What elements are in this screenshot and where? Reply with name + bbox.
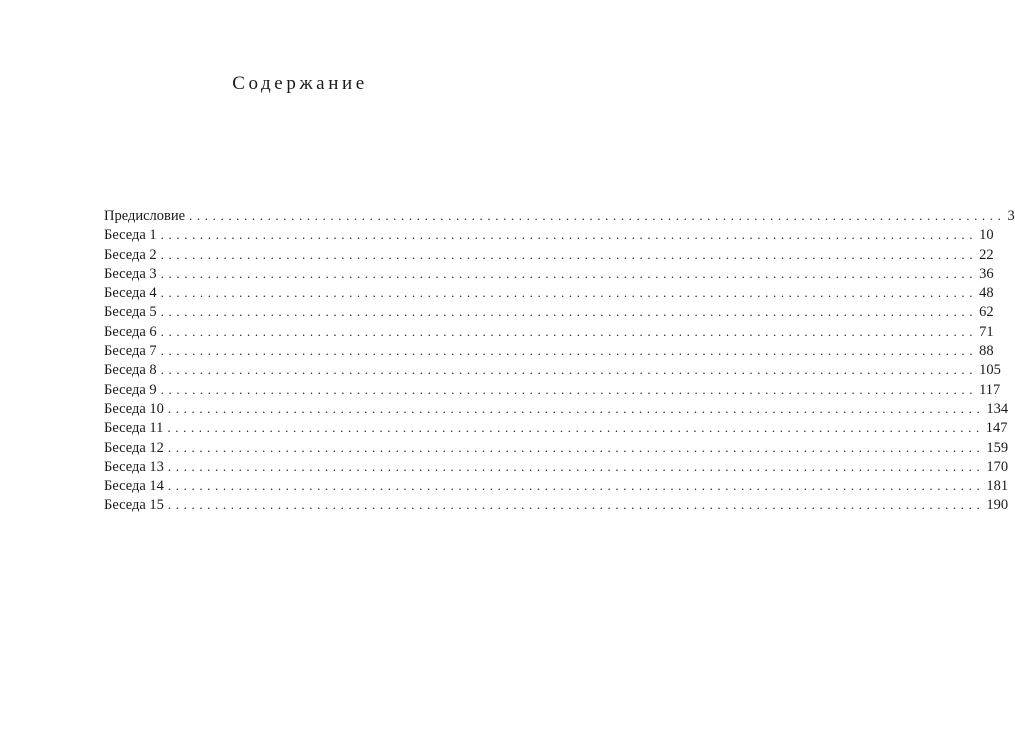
- toc-dot-leader: ........................................................................................................: [160, 362, 978, 378]
- toc-entry-label: Беседа 6: [104, 323, 157, 340]
- toc-entry-talk-6[interactable]: [104, 322, 994, 341]
- toc-entry-label: Беседа 4: [104, 285, 157, 302]
- toc-dot-leader: ........................................................................................................: [160, 246, 978, 262]
- toc-entry-label: Беседа 5: [104, 304, 157, 321]
- toc-entry-label: Беседа 14: [104, 478, 164, 495]
- toc-dot-leader: ........................................................................................................: [160, 323, 978, 339]
- toc-entry-talk-8[interactable]: [104, 360, 1001, 379]
- toc-dot-leader: ........................................................................................................: [160, 343, 978, 359]
- toc-entry-talk-7[interactable]: [104, 341, 994, 360]
- toc-entry-page: 105: [979, 362, 1001, 379]
- toc-entry-talk-15[interactable]: [104, 495, 1009, 514]
- toc-entry-page: 22: [979, 246, 994, 263]
- toc-entry-label: Беседа 12: [104, 439, 164, 456]
- toc-entry-label: Беседа 7: [104, 343, 157, 360]
- toc-dot-leader: ........................................................................................................: [160, 285, 978, 301]
- toc-entry-talk-13[interactable]: [104, 457, 1009, 476]
- toc-entry-label: Беседа 1: [104, 227, 157, 244]
- table-of-contents: [104, 206, 1015, 515]
- toc-entry-label: Беседа 15: [104, 497, 164, 514]
- toc-entry-page: 71: [979, 323, 994, 340]
- toc-dot-leader: ........................................................................................................: [160, 381, 978, 397]
- toc-entry-label: Беседа 8: [104, 362, 157, 379]
- toc-entry-label: Беседа 13: [104, 458, 164, 475]
- toc-entry-talk-12[interactable]: [104, 438, 1009, 457]
- toc-entry-page: 181: [986, 478, 1009, 495]
- toc-dot-leader: ........................................................................................................: [160, 304, 978, 320]
- toc-entry-page: 134: [986, 400, 1009, 417]
- toc-entry-page: 3: [1007, 208, 1015, 224]
- toc-entry-page: 117: [979, 381, 1001, 398]
- toc-entry-talk-2[interactable]: [104, 245, 994, 264]
- toc-entry-page: 147: [985, 420, 1008, 437]
- toc-entry-label: Беседа 2: [104, 246, 157, 263]
- toc-entry-talk-4[interactable]: [104, 283, 994, 302]
- toc-entry-talk-1[interactable]: [104, 225, 994, 244]
- toc-entry-label: Беседа 11: [104, 420, 164, 437]
- toc-entry-page: 62: [979, 304, 994, 321]
- toc-dot-leader: ........................................................................................................: [167, 439, 985, 455]
- toc-entry-foreword[interactable]: [104, 206, 1015, 225]
- toc-entry-page: 48: [979, 285, 994, 302]
- toc-entry-talk-11[interactable]: [104, 418, 1008, 437]
- toc-entry-page: 10: [979, 227, 994, 244]
- toc-entry-label: Беседа 9: [104, 381, 157, 398]
- toc-entry-page: 190: [986, 497, 1009, 514]
- toc-entry-page: 159: [986, 439, 1009, 456]
- toc-entry-label: Беседа 3: [104, 265, 157, 282]
- toc-entry-talk-9[interactable]: [104, 380, 1001, 399]
- toc-entry-talk-3[interactable]: [104, 264, 994, 283]
- toc-dot-leader: ........................................................................................................: [167, 458, 985, 474]
- toc-entry-label: Предисловие: [104, 208, 186, 224]
- toc-dot-leader: ........................................................................................................: [160, 227, 978, 243]
- toc-entry-page: 170: [986, 458, 1009, 475]
- toc-dot-leader: ........................................................................................................: [167, 400, 985, 416]
- toc-entry-page: 88: [979, 343, 994, 360]
- page-title: Содержание: [232, 73, 368, 94]
- toc-dot-leader: ........................................................................................................: [167, 420, 984, 436]
- toc-dot-leader: ........................................................................................................: [167, 478, 985, 494]
- toc-entry-talk-5[interactable]: [104, 302, 994, 321]
- toc-entry-label: Беседа 10: [104, 400, 164, 417]
- toc-entry-page: 36: [979, 265, 994, 282]
- toc-entry-talk-10[interactable]: [104, 399, 1009, 418]
- toc-dot-leader: ........................................................................................................: [189, 208, 1006, 223]
- toc-entry-talk-14[interactable]: [104, 476, 1009, 495]
- toc-dot-leader: ........................................................................................................: [167, 497, 985, 513]
- toc-dot-leader: ........................................................................................................: [160, 265, 978, 281]
